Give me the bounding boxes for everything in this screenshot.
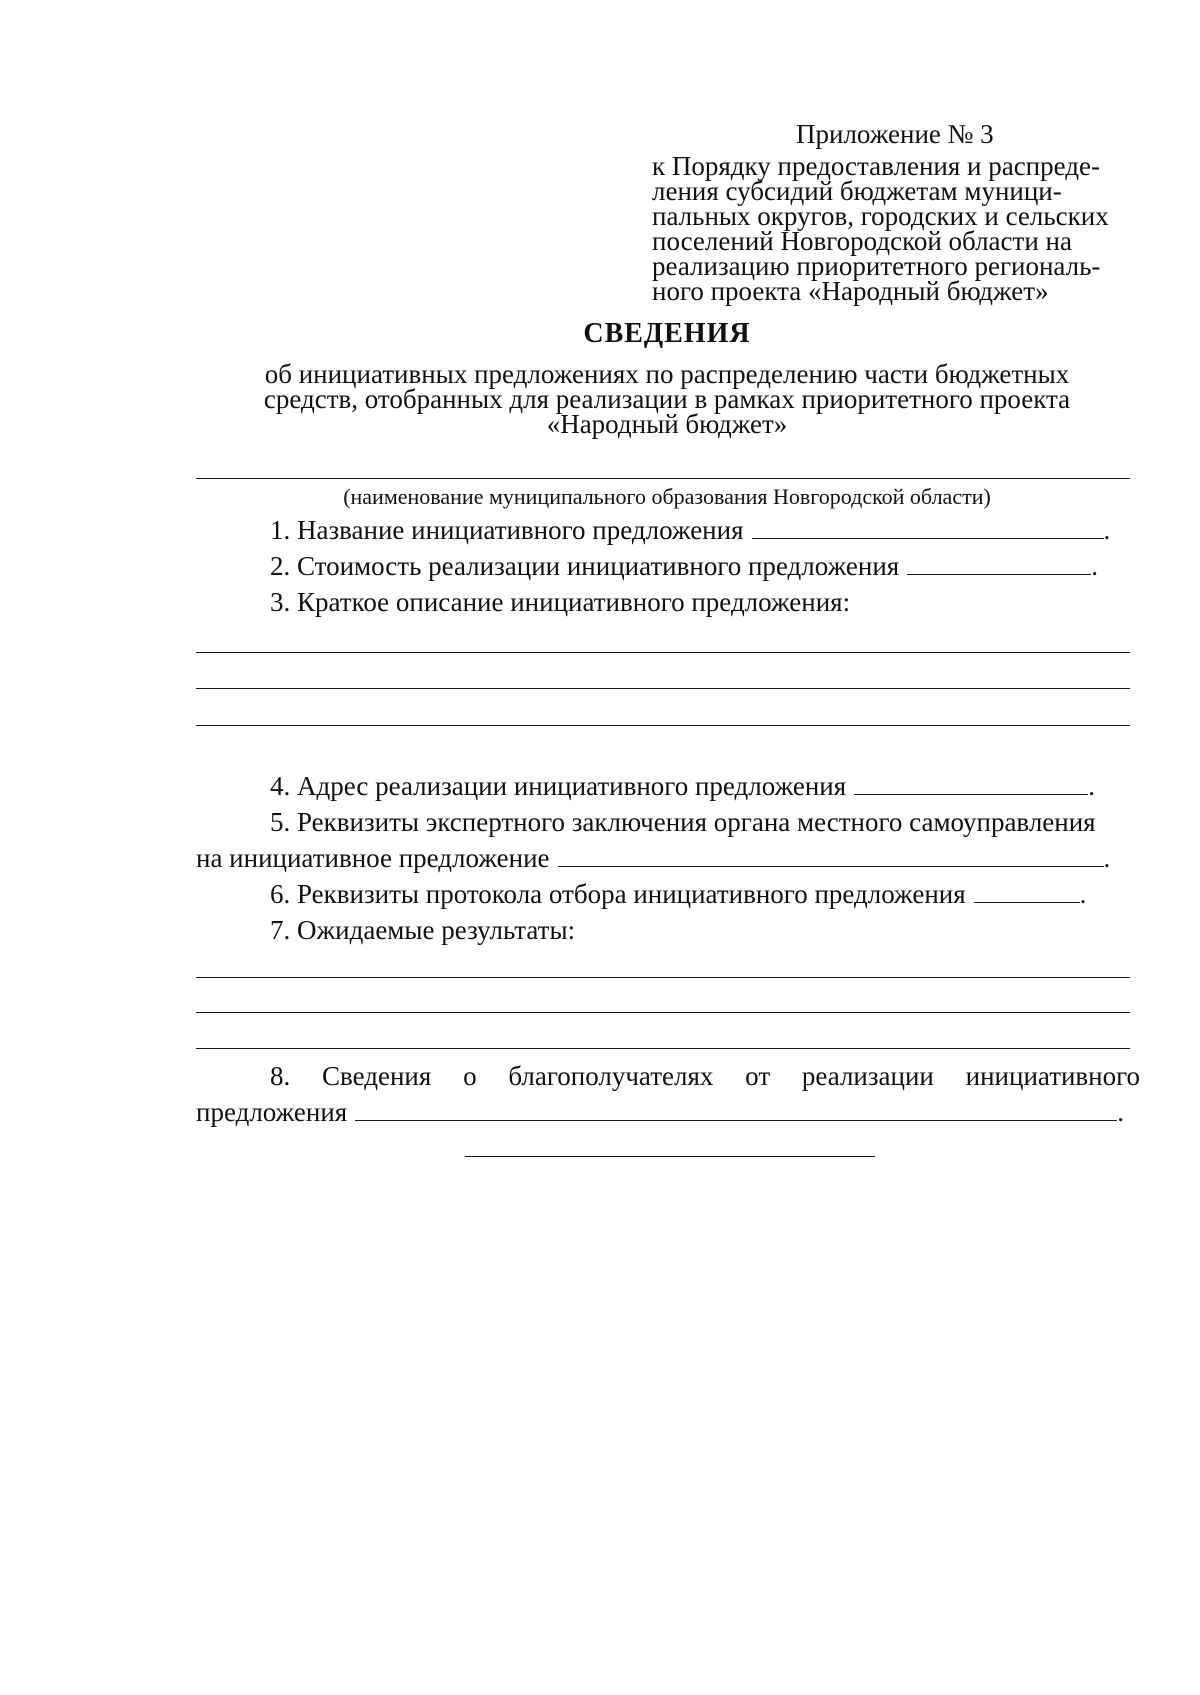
item-4-label: 4. Адрес реализации инициативного предложения bbox=[270, 771, 847, 801]
municipality-name-field[interactable] bbox=[196, 478, 1130, 479]
item-3-row bbox=[270, 586, 850, 618]
closing-separator bbox=[465, 1156, 875, 1157]
appendix-reference-line: ления субсидий бюджетам муници- bbox=[652, 176, 1062, 206]
municipality-caption: (наименование муниципального образования Новгородской области) bbox=[343, 484, 991, 509]
item-7-blank-line[interactable] bbox=[196, 1048, 1130, 1049]
item-6-label: 6. Реквизиты протокола отбора инициативного предложения bbox=[270, 879, 966, 909]
item-5-row bbox=[270, 806, 1096, 838]
item-2-label: 2. Стоимость реализации инициативного предложения bbox=[270, 551, 900, 581]
appendix-reference-line: поселений Новгородской области на bbox=[652, 226, 1072, 256]
item-7-blank-line[interactable] bbox=[196, 977, 1130, 978]
item-3-blank-line[interactable] bbox=[196, 725, 1130, 726]
item-8-word: благополучателях bbox=[508, 1061, 714, 1091]
item-3-blank-line[interactable] bbox=[196, 652, 1130, 653]
item-6-blank[interactable] bbox=[974, 878, 1080, 903]
item-8-word: 8. bbox=[270, 1061, 291, 1091]
item-8-word: Сведения bbox=[322, 1061, 432, 1091]
item-5-label: 5. Реквизиты экспертного заключения органа местного самоуправления bbox=[270, 807, 1096, 837]
subtitle-line: «Народный бюджет» bbox=[546, 409, 788, 439]
item-5-row-continued bbox=[196, 842, 1110, 874]
period: . bbox=[1091, 551, 1098, 581]
item-2-blank[interactable] bbox=[907, 550, 1091, 575]
subtitle-line: об инициативных предложениях по распределению части бюджетных bbox=[264, 359, 1070, 389]
item-8-word: о bbox=[463, 1061, 477, 1091]
appendix-reference bbox=[652, 151, 1122, 306]
item-8-label-continued: предложения bbox=[196, 1097, 348, 1127]
document-title: СВЕДЕНИЯ bbox=[583, 318, 751, 349]
item-4-blank[interactable] bbox=[854, 770, 1088, 795]
appendix-reference-line: реализацию приоритетного региональ- bbox=[652, 251, 1101, 281]
item-2-row bbox=[270, 550, 1098, 582]
item-7-row bbox=[270, 914, 575, 946]
item-7-blank-line[interactable] bbox=[196, 1012, 1130, 1013]
item-8-row-continued bbox=[196, 1096, 1124, 1128]
period: . bbox=[1088, 771, 1095, 801]
item-8-word: инициативного bbox=[965, 1061, 1141, 1091]
appendix-number: Приложение № 3 bbox=[796, 119, 994, 149]
item-8-word: реализации bbox=[801, 1061, 934, 1091]
item-8-row bbox=[270, 1060, 1140, 1092]
period: . bbox=[1103, 843, 1111, 873]
period: . bbox=[1103, 515, 1111, 545]
period: . bbox=[1079, 879, 1087, 909]
item-8-word: от bbox=[745, 1061, 771, 1091]
subtitle-line: средств, отобранных для реализации в рамках приоритетного проекта bbox=[263, 384, 1071, 414]
item-1-blank[interactable] bbox=[752, 514, 1104, 539]
item-4-row bbox=[270, 770, 1095, 802]
appendix-reference-line: пальных округов, городских и сельских bbox=[652, 201, 1109, 231]
document-subtitle bbox=[200, 359, 1134, 439]
appendix-reference-line: к Порядку предоставления и распреде- bbox=[652, 151, 1100, 181]
item-6-row bbox=[270, 878, 1086, 910]
appendix-reference-line: ного проекта «Народный бюджет» bbox=[652, 276, 1049, 306]
item-1-label: 1. Название инициативного предложения bbox=[270, 515, 744, 545]
item-1-row bbox=[270, 514, 1110, 546]
item-5-blank[interactable] bbox=[558, 842, 1104, 867]
item-8-blank[interactable] bbox=[355, 1096, 1117, 1121]
item-5-label-continued: на инициативное предложение bbox=[196, 843, 550, 873]
item-3-label: 3. Краткое описание инициативного предложения: bbox=[270, 587, 851, 617]
item-7-label: 7. Ожидаемые результаты: bbox=[270, 915, 576, 945]
item-3-blank-line[interactable] bbox=[196, 688, 1130, 689]
period: . bbox=[1117, 1097, 1124, 1127]
